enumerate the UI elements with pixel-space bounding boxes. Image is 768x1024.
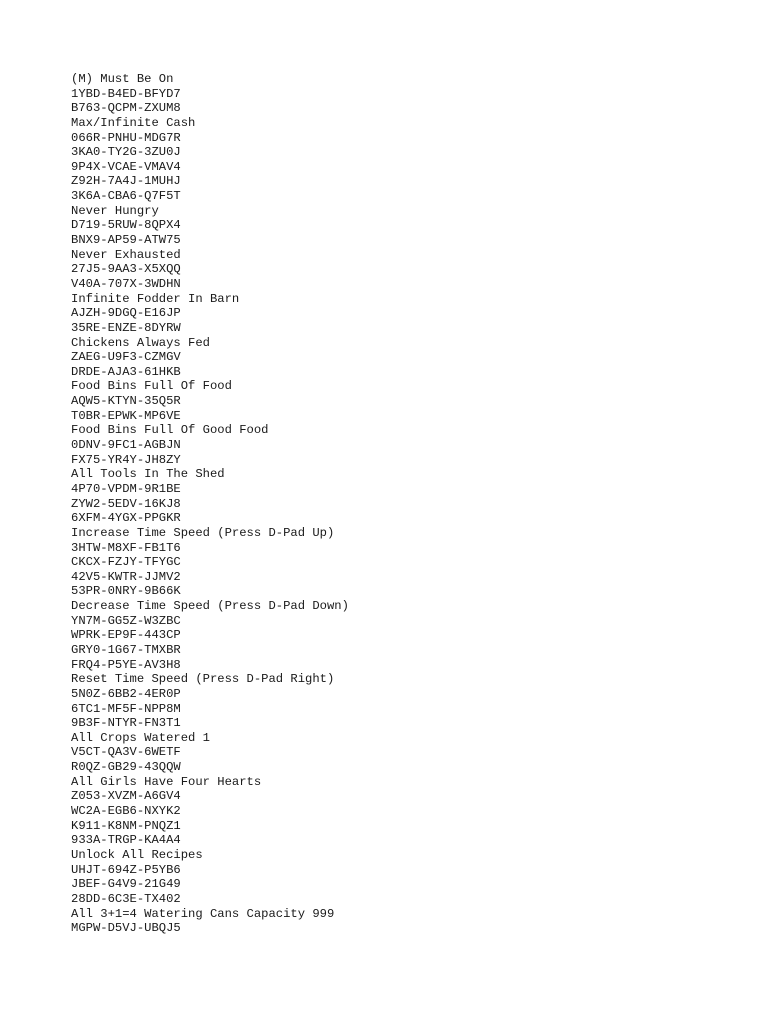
cheat-code-list xyxy=(71,72,349,936)
text-line: WC2A-EGB6-NXYK2 xyxy=(71,804,181,819)
text-line: All Girls Have Four Hearts xyxy=(71,774,262,789)
text-line: 27J5-9AA3-X5XQQ xyxy=(71,262,181,277)
text-line: 9B3F-NTYR-FN3T1 xyxy=(71,716,181,731)
text-line: Unlock All Recipes xyxy=(71,847,203,862)
text-line: Reset Time Speed (Press D-Pad Right) xyxy=(71,672,335,687)
text-line: Never Exhausted xyxy=(71,247,181,262)
text-line: 5N0Z-6BB2-4ER0P xyxy=(71,686,181,701)
text-line: ZYW2-5EDV-16KJ8 xyxy=(71,496,181,511)
text-line: MGPW-D5VJ-UBQJ5 xyxy=(71,921,181,936)
text-line: 0DNV-9FC1-AGBJN xyxy=(71,438,181,453)
text-line: CKCX-FZJY-TFYGC xyxy=(71,555,181,570)
text-line: Food Bins Full Of Good Food xyxy=(71,423,269,438)
text-line: GRY0-1G67-TMXBR xyxy=(71,642,181,657)
text-line: 4P70-VPDM-9R1BE xyxy=(71,481,181,496)
text-line: BNX9-AP59-ATW75 xyxy=(71,233,181,248)
text-line: 9P4X-VCAE-VMAV4 xyxy=(71,159,181,174)
text-line: JBEF-G4V9-21G49 xyxy=(71,877,181,892)
text-line: FX75-YR4Y-JH8ZY xyxy=(71,452,181,467)
text-line: Food Bins Full Of Food xyxy=(71,379,232,394)
text-line: T0BR-EPWK-MP6VE xyxy=(71,408,181,423)
text-line: Infinite Fodder In Barn xyxy=(71,291,240,306)
text-line: Decrease Time Speed (Press D-Pad Down) xyxy=(71,599,349,614)
text-line: 3KA0-TY2G-3ZU0J xyxy=(71,145,181,160)
text-line: 1YBD-B4ED-BFYD7 xyxy=(71,86,181,101)
text-line: B763-QCPM-ZXUM8 xyxy=(71,101,181,116)
text-line: All Crops Watered 1 xyxy=(71,730,210,745)
text-line: 6XFM-4YGX-PPGKR xyxy=(71,511,181,526)
text-line: AQW5-KTYN-35Q5R xyxy=(71,394,181,409)
text-line: 066R-PNHU-MDG7R xyxy=(71,130,181,145)
text-line: YN7M-GG5Z-W3ZBC xyxy=(71,613,181,628)
text-line: 42V5-KWTR-JJMV2 xyxy=(71,569,181,584)
text-line: WPRK-EP9F-443CP xyxy=(71,628,181,643)
text-line: AJZH-9DGQ-E16JP xyxy=(71,306,181,321)
text-line: 6TC1-MF5F-NPP8M xyxy=(71,701,181,716)
text-line: FRQ4-P5YE-AV3H8 xyxy=(71,657,181,672)
text-line: 35RE-ENZE-8DYRW xyxy=(71,320,181,335)
text-line: R0QZ-GB29-43QQW xyxy=(71,760,181,775)
text-line: Never Hungry xyxy=(71,203,159,218)
text-line: (M) Must Be On xyxy=(71,72,174,86)
text-line: ZAEG-U9F3-CZMGV xyxy=(71,350,181,365)
text-line: All 3+1=4 Watering Cans Capacity 999 xyxy=(71,906,335,921)
text-line: Increase Time Speed (Press D-Pad Up) xyxy=(71,525,335,540)
text-line: UHJT-694Z-P5YB6 xyxy=(71,862,181,877)
text-line: K911-K8NM-PNQZ1 xyxy=(71,818,181,833)
text-line: Z92H-7A4J-1MUHJ xyxy=(71,174,181,189)
text-line: 28DD-6C3E-TX402 xyxy=(71,891,181,906)
text-line: 3K6A-CBA6-Q7F5T xyxy=(71,189,181,204)
text-line: 53PR-0NRY-9B66K xyxy=(71,584,181,599)
text-line: 933A-TRGP-KA4A4 xyxy=(71,833,181,848)
text-line: Z053-XVZM-A6GV4 xyxy=(71,789,181,804)
text-line: Max/Infinite Cash xyxy=(71,115,196,130)
text-line: V40A-707X-3WDHN xyxy=(71,276,181,291)
text-line: D719-5RUW-8QPX4 xyxy=(71,218,181,233)
text-line: 3HTW-M8XF-FB1T6 xyxy=(71,540,181,555)
text-line: Chickens Always Fed xyxy=(71,335,210,350)
text-line: DRDE-AJA3-61HKB xyxy=(71,364,181,379)
text-line: All Tools In The Shed xyxy=(71,467,225,482)
text-line: V5CT-QA3V-6WETF xyxy=(71,745,181,760)
